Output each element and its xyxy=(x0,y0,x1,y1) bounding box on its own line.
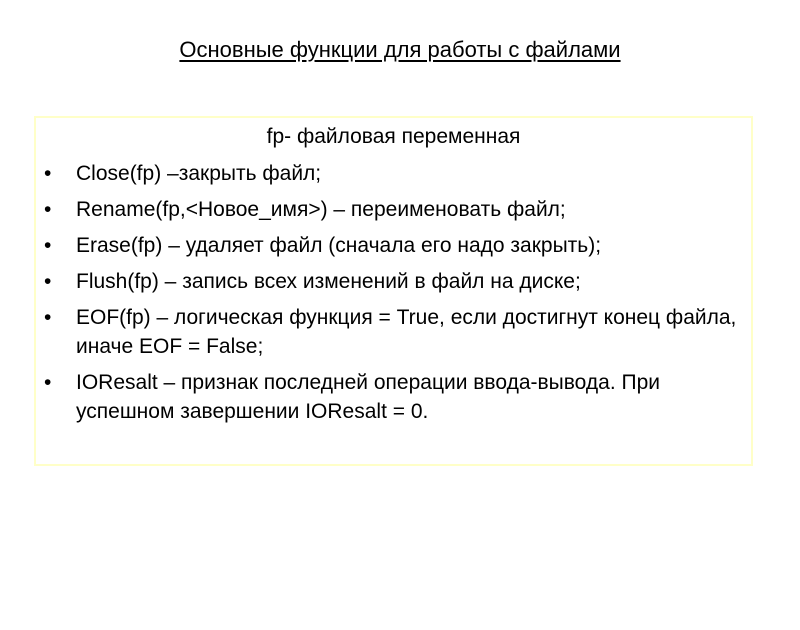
bullet-icon: • xyxy=(44,270,52,293)
slide-title: Основные функции для работы с файлами xyxy=(179,37,621,62)
list-item-text: Close(fp) –закрыть файл; xyxy=(76,162,322,185)
bullet-icon: • xyxy=(44,198,52,221)
content-box xyxy=(34,116,753,466)
bullet-icon: • xyxy=(44,306,52,329)
list-item xyxy=(36,267,751,296)
list-item xyxy=(36,159,751,188)
list-item xyxy=(36,303,751,361)
bullet-icon: • xyxy=(44,234,52,257)
list-item xyxy=(36,195,751,224)
bullet-list xyxy=(36,159,751,433)
list-item-text: IOResalt – признак последней операции ввода-вывода. При успешном завершении IOResalt = 0. xyxy=(76,371,660,423)
list-item-text: Erase(fp) – удаляет файл (сначала его надо закрыть); xyxy=(76,234,602,257)
bullet-icon: • xyxy=(44,162,52,185)
list-item-text: EOF(fp) – логическая функция = True, если достигнут конец файла, иначе EOF = False; xyxy=(76,306,737,358)
box-heading: fp- файловая переменная xyxy=(266,125,521,148)
list-item xyxy=(36,231,751,260)
bullet-icon: • xyxy=(44,371,52,394)
list-item-text: Rename(fp,<Новое_имя>) – переименовать файл; xyxy=(76,198,566,221)
list-item xyxy=(36,368,751,426)
list-item-text: Flush(fp) – запись всех изменений в файл на диске; xyxy=(76,270,581,293)
